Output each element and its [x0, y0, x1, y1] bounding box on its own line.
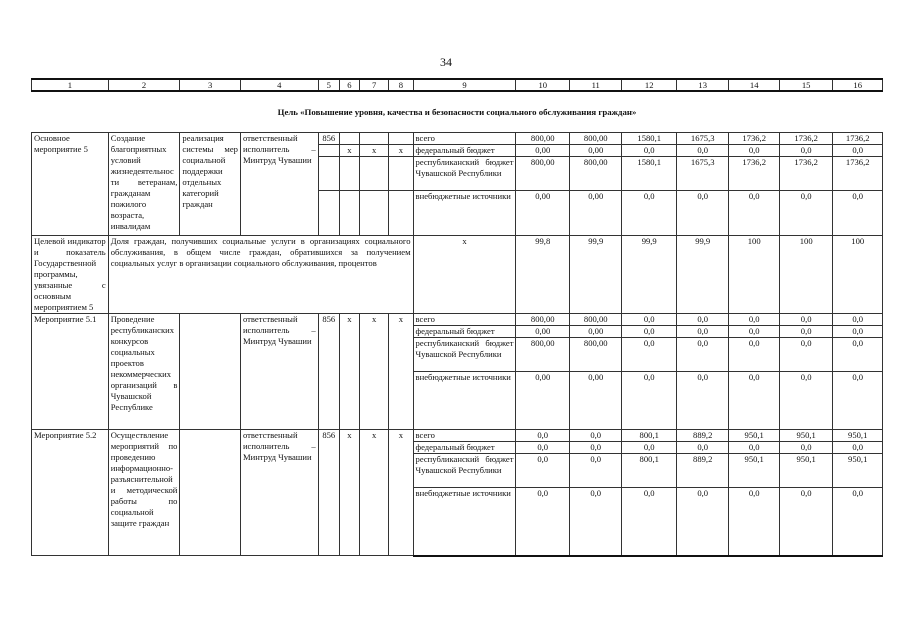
measure-5-1-code: 856 — [318, 314, 339, 430]
value-cell-16: 0,0 — [833, 314, 883, 326]
value-cell-16: 1736,2 — [833, 133, 883, 145]
value-cell-11: 0,0 — [569, 454, 621, 488]
main-measure-5-code — [318, 157, 339, 191]
value-cell-12: 800,1 — [622, 454, 677, 488]
measure-5-2-executor: ответственный исполнитель – Минтруд Чувашии — [240, 430, 318, 556]
main-measure-5-col7 — [360, 133, 389, 145]
value-cell-13: 0,0 — [676, 191, 728, 236]
funding-source: республиканский бюджет Чувашской Республики — [413, 157, 516, 191]
value-cell-14: 950,1 — [729, 430, 779, 442]
value-cell-11: 800,00 — [569, 157, 621, 191]
main-measure-5-col8: х — [389, 145, 413, 157]
header-row — [32, 79, 883, 91]
value-cell-11: 0,00 — [569, 191, 621, 236]
value-cell-11: 800,00 — [569, 314, 621, 326]
value-cell-14: 0,0 — [729, 488, 779, 556]
value-cell-16: 0,0 — [833, 326, 883, 338]
funding-source: федеральный бюджет — [413, 442, 516, 454]
value-cell-10: 0,0 — [516, 442, 570, 454]
value-cell-10: 0,00 — [516, 326, 570, 338]
indicator-row — [32, 236, 883, 314]
value-cell-14: 0,0 — [729, 145, 779, 157]
value-cell-15: 0,0 — [779, 442, 833, 454]
header-cell-3: 3 — [180, 79, 241, 91]
value-cell-16: 950,1 — [833, 454, 883, 488]
main-measure-5-name: Основное мероприятие 5 — [32, 133, 109, 236]
funding-source: внебюджетные источники — [413, 488, 516, 556]
value-cell-10: 0,00 — [516, 191, 570, 236]
measure-5-2-col7: х — [360, 430, 389, 556]
main-measure-5-col6 — [339, 191, 359, 236]
main-measure-5-col6 — [339, 157, 359, 191]
main-measure-5-col8 — [389, 191, 413, 236]
measure-5-2-name: Мероприятие 5.2 — [32, 430, 109, 556]
value-cell-12: 0,0 — [622, 338, 677, 372]
indicator-value-11: 99,9 — [569, 236, 621, 314]
value-cell-11: 800,00 — [569, 338, 621, 372]
value-cell-15: 1736,2 — [779, 133, 833, 145]
main-measure-5-code — [318, 191, 339, 236]
value-cell-15: 0,0 — [779, 314, 833, 326]
funding-source: федеральный бюджет — [413, 145, 516, 157]
main-measure-5-col7 — [360, 191, 389, 236]
value-cell-12: 1580,1 — [622, 157, 677, 191]
header-cell-1: 1 — [32, 79, 109, 91]
value-cell-13: 889,2 — [676, 430, 728, 442]
main-measure-5-task: реализация системы мер социальной поддержки отдельных категорий граждан — [180, 133, 241, 236]
value-cell-13: 0,0 — [676, 488, 728, 556]
value-cell-12: 0,0 — [622, 145, 677, 157]
header-cell-11: 11 — [569, 79, 621, 91]
value-cell-15: 950,1 — [779, 454, 833, 488]
indicator-value-15: 100 — [779, 236, 833, 314]
value-cell-12: 1580,1 — [622, 133, 677, 145]
value-cell-13: 1675,3 — [676, 133, 728, 145]
value-cell-12: 0,0 — [622, 442, 677, 454]
funding-source: внебюджетные источники — [413, 372, 516, 430]
main-measure-5-col6: х — [339, 145, 359, 157]
value-cell-11: 0,00 — [569, 145, 621, 157]
value-cell-14: 0,0 — [729, 191, 779, 236]
measure-5-2-col8: х — [389, 430, 413, 556]
main-measure-5-col8 — [389, 133, 413, 145]
header-cell-13: 13 — [676, 79, 728, 91]
value-cell-11: 0,0 — [569, 430, 621, 442]
value-cell-10: 800,00 — [516, 157, 570, 191]
value-cell-16: 0,0 — [833, 338, 883, 372]
value-cell-11: 800,00 — [569, 133, 621, 145]
value-cell-12: 0,0 — [622, 191, 677, 236]
program-table — [31, 78, 883, 557]
measure-5-1-description: Проведение республиканских конкурсов социальных проектов некоммерческих организаций в Чувашской Республике — [108, 314, 180, 430]
value-cell-15: 0,0 — [779, 191, 833, 236]
value-cell-13: 0,0 — [676, 338, 728, 372]
header-cell-2: 2 — [108, 79, 180, 91]
indicator-value-13: 99,9 — [676, 236, 728, 314]
value-cell-16: 0,0 — [833, 372, 883, 430]
funding-source: республиканский бюджет Чувашской Республики — [413, 454, 516, 488]
measure-5-1-executor: ответственный исполнитель – Минтруд Чувашии — [240, 314, 318, 430]
value-cell-13: 889,2 — [676, 454, 728, 488]
value-cell-13: 0,0 — [676, 326, 728, 338]
table-row — [32, 314, 883, 326]
value-cell-16: 1736,2 — [833, 157, 883, 191]
value-cell-11: 0,00 — [569, 372, 621, 430]
main-measure-5-executor: ответственный исполнитель – Минтруд Чувашии — [240, 133, 318, 236]
value-cell-10: 0,0 — [516, 454, 570, 488]
main-measure-5-code — [318, 145, 339, 157]
funding-source: республиканский бюджет Чувашской Республики — [413, 338, 516, 372]
main-measure-5-col7: х — [360, 145, 389, 157]
value-cell-14: 1736,2 — [729, 133, 779, 145]
indicator-description: Доля граждан, получивших социальные услуги в организациях социального обслуживания, в общем числе граждан, обратившихся за получением социальных услуг в организации социального обслуживания, процентов — [108, 236, 413, 314]
value-cell-14: 0,0 — [729, 326, 779, 338]
main-measure-5-col8 — [389, 157, 413, 191]
value-cell-10: 0,0 — [516, 430, 570, 442]
value-cell-14: 0,0 — [729, 372, 779, 430]
value-cell-15: 0,0 — [779, 326, 833, 338]
header-cell-16: 16 — [833, 79, 883, 91]
indicator-label: Целевой индикатор и показатель Государственной программы, увязанные с основным мероприятием 5 — [32, 236, 109, 314]
value-cell-10: 800,00 — [516, 338, 570, 372]
value-cell-11: 0,0 — [569, 488, 621, 556]
value-cell-15: 0,0 — [779, 488, 833, 556]
main-measure-5-col7 — [360, 157, 389, 191]
measure-5-1-name: Мероприятие 5.1 — [32, 314, 109, 430]
value-cell-11: 0,0 — [569, 442, 621, 454]
value-cell-16: 950,1 — [833, 430, 883, 442]
page-number: 34 — [440, 55, 452, 69]
indicator-value-10: 99,8 — [516, 236, 570, 314]
measure-5-1-col8: х — [389, 314, 413, 430]
measure-5-2-code: 856 — [318, 430, 339, 556]
funding-source: всего — [413, 430, 516, 442]
value-cell-15: 950,1 — [779, 430, 833, 442]
measure-5-2-task — [180, 430, 241, 556]
value-cell-13: 0,0 — [676, 442, 728, 454]
value-cell-13: 1675,3 — [676, 157, 728, 191]
funding-source: внебюджетные источники — [413, 191, 516, 236]
indicator-x: х — [413, 236, 516, 314]
value-cell-14: 0,0 — [729, 442, 779, 454]
measure-5-1-col7: х — [360, 314, 389, 430]
value-cell-15: 1736,2 — [779, 157, 833, 191]
header-cell-8: 8 — [389, 79, 413, 91]
value-cell-13: 0,0 — [676, 314, 728, 326]
measure-5-1-task — [180, 314, 241, 430]
value-cell-13: 0,0 — [676, 372, 728, 430]
funding-source: всего — [413, 314, 516, 326]
value-cell-13: 0,0 — [676, 145, 728, 157]
value-cell-14: 0,0 — [729, 338, 779, 372]
value-cell-14: 1736,2 — [729, 157, 779, 191]
header-cell-6: 6 — [339, 79, 359, 91]
header-cell-9: 9 — [413, 79, 516, 91]
value-cell-15: 0,0 — [779, 338, 833, 372]
indicator-value-14: 100 — [729, 236, 779, 314]
measure-5-2-description: Осуществление мероприятий по проведению информационно-разъяснительной и методической работы по социальной защите граждан — [108, 430, 180, 556]
value-cell-16: 0,0 — [833, 191, 883, 236]
value-cell-10: 800,00 — [516, 314, 570, 326]
table-body — [32, 79, 883, 556]
main-measure-5-description: Создание благоприятных условий жизнедеятельности ветеранам, гражданам пожилого возраста, инвалидам — [108, 133, 180, 236]
measure-5-1-col6: х — [339, 314, 359, 430]
value-cell-12: 0,0 — [622, 314, 677, 326]
value-cell-15: 0,0 — [779, 372, 833, 430]
value-cell-12: 0,0 — [622, 372, 677, 430]
value-cell-14: 950,1 — [729, 454, 779, 488]
header-cell-7: 7 — [360, 79, 389, 91]
measure-5-2-col6: х — [339, 430, 359, 556]
value-cell-10: 0,00 — [516, 145, 570, 157]
table-row — [32, 430, 883, 442]
header-cell-15: 15 — [779, 79, 833, 91]
goal-title: Цель «Повышение уровня, качества и безопасности социального обслуживания граждан» — [32, 91, 883, 133]
value-cell-12: 0,0 — [622, 488, 677, 556]
value-cell-16: 0,0 — [833, 145, 883, 157]
indicator-value-12: 99,9 — [622, 236, 677, 314]
funding-source: федеральный бюджет — [413, 326, 516, 338]
main-measure-5-col6 — [339, 133, 359, 145]
header-cell-10: 10 — [516, 79, 570, 91]
value-cell-14: 0,0 — [729, 314, 779, 326]
value-cell-12: 800,1 — [622, 430, 677, 442]
header-cell-5: 5 — [318, 79, 339, 91]
header-cell-14: 14 — [729, 79, 779, 91]
value-cell-10: 800,00 — [516, 133, 570, 145]
value-cell-16: 0,0 — [833, 442, 883, 454]
goal-row — [32, 91, 883, 133]
value-cell-16: 0,0 — [833, 488, 883, 556]
value-cell-12: 0,0 — [622, 326, 677, 338]
value-cell-15: 0,0 — [779, 145, 833, 157]
funding-source: всего — [413, 133, 516, 145]
indicator-value-16: 100 — [833, 236, 883, 314]
header-cell-4: 4 — [240, 79, 318, 91]
table-row — [32, 133, 883, 145]
value-cell-10: 0,00 — [516, 372, 570, 430]
header-cell-12: 12 — [622, 79, 677, 91]
main-measure-5-code: 856 — [318, 133, 339, 145]
value-cell-10: 0,0 — [516, 488, 570, 556]
value-cell-11: 0,00 — [569, 326, 621, 338]
